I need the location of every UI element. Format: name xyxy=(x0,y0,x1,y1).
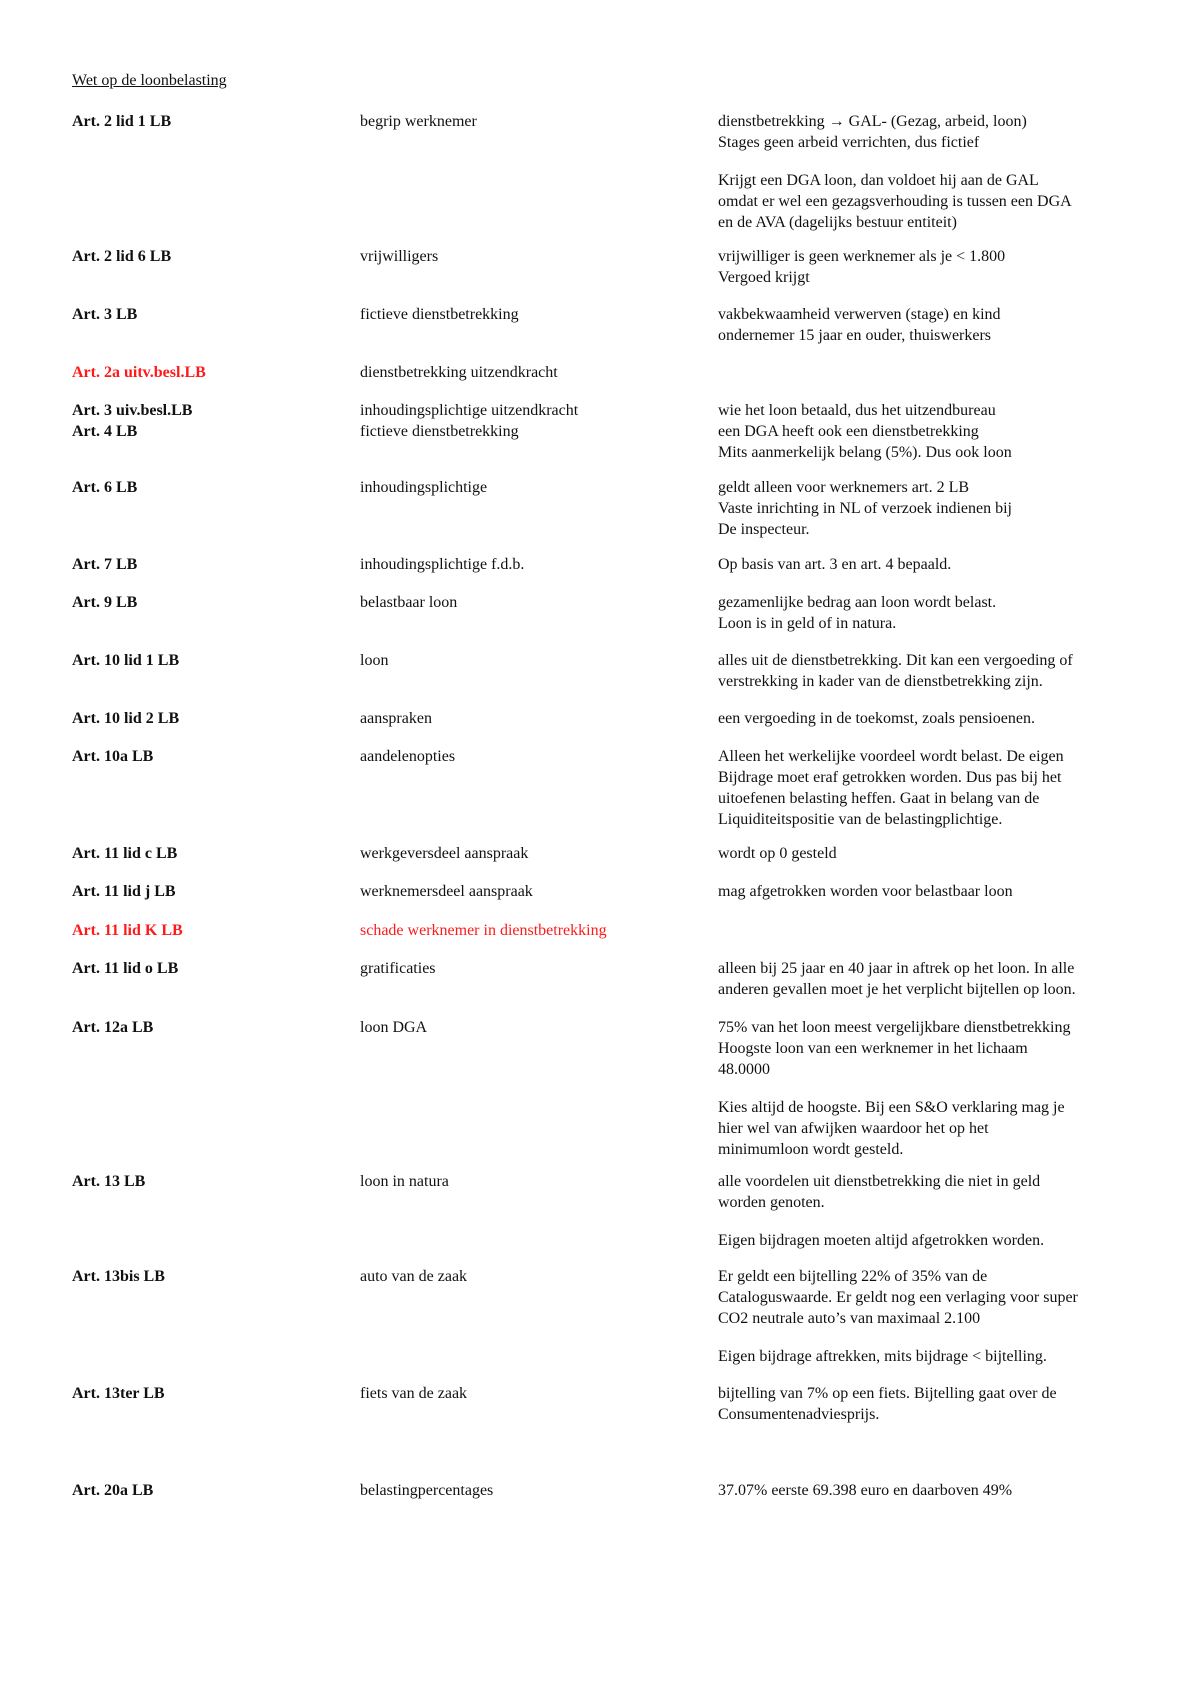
description-line: hier wel van afwijken waardoor het op het xyxy=(718,1120,989,1137)
term-line: loon DGA xyxy=(360,1019,428,1036)
description xyxy=(718,400,1138,463)
description-line: minimumloon wordt gesteld. xyxy=(718,1141,904,1158)
description xyxy=(718,304,1138,346)
description-line: Cataloguswaarde. Er geldt nog een verlaging voor super xyxy=(718,1289,1078,1306)
term xyxy=(360,304,690,325)
article-reference-line: Art. 10a LB xyxy=(72,748,154,765)
term-line: inhoudingsplichtige f.d.b. xyxy=(360,556,525,573)
description-line: Stages geen arbeid verrichten, dus fictief xyxy=(718,134,980,151)
article-reference xyxy=(72,477,342,498)
article-reference xyxy=(72,708,342,729)
description-line: Mits aanmerkelijk belang (5%). Dus ook loon xyxy=(718,444,1012,461)
description xyxy=(718,746,1138,830)
description-line: Bijdrage moet eraf getrokken worden. Dus pas bij het xyxy=(718,769,1062,786)
article-reference-line: Art. 13ter LB xyxy=(72,1385,165,1402)
term xyxy=(360,746,690,767)
term-line: gratificaties xyxy=(360,960,436,977)
description-line: wordt op 0 gesteld xyxy=(718,845,837,862)
article-reference-line: Art. 20a LB xyxy=(72,1482,154,1499)
description-line: 75% van het loon meest vergelijkbare dienstbetrekking xyxy=(718,1019,1071,1036)
description xyxy=(718,1266,1138,1367)
description-line: Er geldt een bijtelling 22% of 35% van de xyxy=(718,1268,988,1285)
description-line: gezamenlijke bedrag aan loon wordt belast. xyxy=(718,594,997,611)
term-line: belastingpercentages xyxy=(360,1482,494,1499)
term xyxy=(360,1171,690,1192)
description xyxy=(718,1017,1138,1160)
description-line: Eigen bijdragen moeten altijd afgetrokken worden. xyxy=(718,1232,1045,1249)
term xyxy=(360,1480,690,1501)
description-line: vakbekwaamheid verwerven (stage) en kind xyxy=(718,306,1001,323)
description-line: verstrekking in kader van de dienstbetrekking zijn. xyxy=(718,673,1043,690)
article-reference xyxy=(72,111,342,132)
article-reference xyxy=(72,1383,342,1404)
description-line: een DGA heeft ook een dienstbetrekking xyxy=(718,423,979,440)
description xyxy=(718,843,1138,864)
term xyxy=(360,958,690,979)
article-reference-line: Art. 9 LB xyxy=(72,594,138,611)
term-line: aandelenopties xyxy=(360,748,456,765)
description-line: Kies altijd de hoogste. Bij een S&O verklaring mag je xyxy=(718,1099,1065,1116)
term-line: fictieve dienstbetrekking xyxy=(360,306,519,323)
article-reference-line: Art. 3 uiv.besl.LB xyxy=(72,402,193,419)
article-reference xyxy=(72,746,342,767)
article-reference-line: Art. 13bis LB xyxy=(72,1268,165,1285)
description xyxy=(718,1480,1138,1501)
term xyxy=(360,400,690,442)
description-line: alle voordelen uit dienstbetrekking die niet in geld xyxy=(718,1173,1041,1190)
description-line: Krijgt een DGA loon, dan voldoet hij aan de GAL xyxy=(718,172,1039,189)
description-line: 37.07% eerste 69.398 euro en daarboven 49% xyxy=(718,1482,1013,1499)
term xyxy=(360,708,690,729)
term-line: schade werknemer in dienstbetrekking xyxy=(360,922,607,939)
term-line: dienstbetrekking uitzendkracht xyxy=(360,364,558,381)
article-reference-line: Art. 11 lid c LB xyxy=(72,845,178,862)
description xyxy=(718,881,1138,902)
article-reference-line: Art. 2a uitv.besl.LB xyxy=(72,364,206,381)
description-line: geldt alleen voor werknemers art. 2 LB xyxy=(718,479,970,496)
description-line: omdat er wel een gezagsverhouding is tussen een DGA xyxy=(718,193,1072,210)
article-reference-line: Art. 10 lid 1 LB xyxy=(72,652,180,669)
term-line: auto van de zaak xyxy=(360,1268,468,1285)
description-line: vrijwilliger is geen werknemer als je < 1.800 xyxy=(718,248,1006,265)
description-line: Alleen het werkelijke voordeel wordt belast. De eigen xyxy=(718,748,1064,765)
article-reference-line: Art. 10 lid 2 LB xyxy=(72,710,180,727)
description-line: een vergoeding in de toekomst, zoals pensioenen. xyxy=(718,710,1035,727)
term xyxy=(360,1383,690,1404)
description xyxy=(718,554,1138,575)
term xyxy=(360,1017,690,1038)
description-line: 48.0000 xyxy=(718,1061,770,1078)
article-reference xyxy=(72,1480,342,1501)
document-title: Wet op de loonbelasting xyxy=(72,72,227,89)
term-line: aanspraken xyxy=(360,710,432,727)
description xyxy=(718,1383,1138,1425)
term-line: fiets van de zaak xyxy=(360,1385,468,1402)
term xyxy=(360,592,690,613)
term-line: loon xyxy=(360,652,389,669)
description-line: Vergoed krijgt xyxy=(718,269,810,286)
term-line: werkgeversdeel aanspraak xyxy=(360,845,529,862)
description-line: uitoefenen belasting heffen. Gaat in belang van de xyxy=(718,790,1040,807)
term-line: begrip werknemer xyxy=(360,113,477,130)
description-line: Liquiditeitspositie van de belastingplichtige. xyxy=(718,811,1003,828)
term-line: loon in natura xyxy=(360,1173,449,1190)
term-line: vrijwilligers xyxy=(360,248,439,265)
article-reference-line: Art. 3 LB xyxy=(72,306,138,323)
description-line: Vaste inrichting in NL of verzoek indienen bij xyxy=(718,500,1012,517)
description-line: bijtelling van 7% op een fiets. Bijtelling gaat over de xyxy=(718,1385,1057,1402)
description-line: en de AVA (dagelijks bestuur entiteit) xyxy=(718,214,957,231)
article-reference xyxy=(72,881,342,902)
article-reference-line: Art. 2 lid 6 LB xyxy=(72,248,172,265)
description xyxy=(718,650,1138,692)
article-reference-line: Art. 11 lid K LB xyxy=(72,922,183,939)
term xyxy=(360,843,690,864)
term xyxy=(360,362,690,383)
term-line: inhoudingsplichtige uitzendkracht xyxy=(360,402,579,419)
term xyxy=(360,477,690,498)
article-reference-line: Art. 2 lid 1 LB xyxy=(72,113,172,130)
term-line: werknemersdeel aanspraak xyxy=(360,883,533,900)
article-reference xyxy=(72,362,342,383)
article-reference-line: Art. 6 LB xyxy=(72,479,138,496)
article-reference xyxy=(72,1171,342,1192)
term xyxy=(360,111,690,132)
term-line: inhoudingsplichtige xyxy=(360,479,488,496)
term-line: belastbaar loon xyxy=(360,594,458,611)
description-line: alles uit de dienstbetrekking. Dit kan een vergoeding of xyxy=(718,652,1073,669)
description xyxy=(718,592,1138,634)
description-line: wie het loon betaald, dus het uitzendbureau xyxy=(718,402,996,419)
term xyxy=(360,650,690,671)
article-reference-line: Art. 7 LB xyxy=(72,556,138,573)
article-reference xyxy=(72,843,342,864)
article-reference xyxy=(72,246,342,267)
article-reference-line: Art. 4 LB xyxy=(72,423,138,440)
description xyxy=(718,111,1138,233)
article-reference-line: Art. 13 LB xyxy=(72,1173,146,1190)
description xyxy=(718,958,1138,1000)
description-line: Eigen bijdrage aftrekken, mits bijdrage < bijtelling. xyxy=(718,1348,1047,1365)
article-reference xyxy=(72,958,342,979)
article-reference xyxy=(72,1017,342,1038)
description-line: CO2 neutrale auto’s van maximaal 2.100 xyxy=(718,1310,981,1327)
article-reference-line: Art. 12a LB xyxy=(72,1019,154,1036)
term-line: fictieve dienstbetrekking xyxy=(360,423,519,440)
description xyxy=(718,246,1138,288)
article-reference xyxy=(72,920,342,941)
term xyxy=(360,881,690,902)
description xyxy=(718,477,1138,540)
description-line: mag afgetrokken worden voor belastbaar loon xyxy=(718,883,1013,900)
description-line: Consumentenadviesprijs. xyxy=(718,1406,880,1423)
article-reference-line: Art. 11 lid o LB xyxy=(72,960,179,977)
description-line: Loon is in geld of in natura. xyxy=(718,615,897,632)
term xyxy=(360,1266,690,1287)
article-reference xyxy=(72,592,342,613)
article-reference-line: Art. 11 lid j LB xyxy=(72,883,176,900)
description-line: anderen gevallen moet je het verplicht bijtellen op loon. xyxy=(718,981,1076,998)
description-line: Hoogste loon van een werknemer in het lichaam xyxy=(718,1040,1028,1057)
description xyxy=(718,1171,1138,1251)
term xyxy=(360,554,690,575)
article-reference xyxy=(72,1266,342,1287)
article-reference xyxy=(72,400,342,442)
article-reference xyxy=(72,650,342,671)
description-line: worden genoten. xyxy=(718,1194,825,1211)
article-reference xyxy=(72,554,342,575)
description xyxy=(718,708,1138,729)
description-line: alleen bij 25 jaar en 40 jaar in aftrek op het loon. In alle xyxy=(718,960,1075,977)
description-line: ondernemer 15 jaar en ouder, thuiswerkers xyxy=(718,327,992,344)
description-line: dienstbetrekking → GAL- (Gezag, arbeid, loon) xyxy=(718,113,1027,130)
term xyxy=(360,246,690,267)
description-line: De inspecteur. xyxy=(718,521,810,538)
description-line: Op basis van art. 3 en art. 4 bepaald. xyxy=(718,556,952,573)
term xyxy=(360,920,690,941)
article-reference xyxy=(72,304,342,325)
